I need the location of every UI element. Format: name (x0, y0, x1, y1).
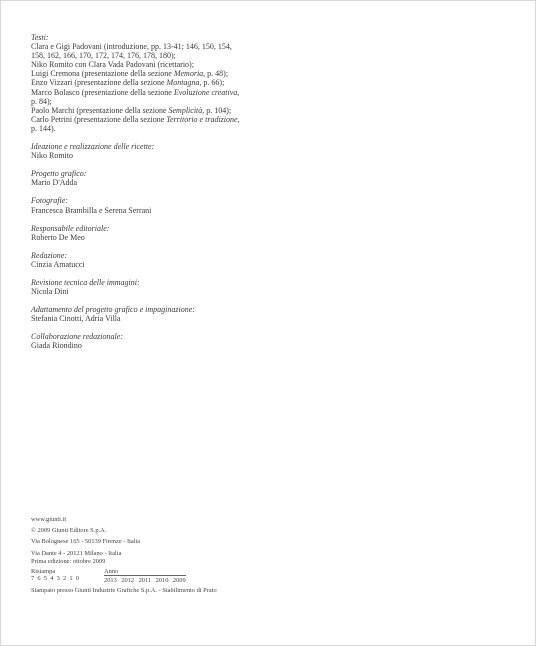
credit-group (31, 305, 281, 323)
website-text: www.giunti.it (31, 516, 67, 523)
reprint-number: 5 (43, 575, 47, 583)
section-name: Evoluzione creativa (173, 87, 238, 97)
credit-line (31, 69, 281, 78)
credit-group (31, 251, 281, 269)
credit-text: Enzo Vizzari (presentazione della sezione (31, 78, 167, 88)
reprint-number: 0 (75, 575, 79, 583)
credit-role: Fotografie: (31, 196, 68, 206)
credit-line: p. 144). (31, 123, 56, 133)
reprint-number: 2 (62, 575, 67, 583)
reprint-number: 1 (69, 575, 73, 583)
credit-line: Stefania Cinotti, Adria Villa (31, 314, 121, 324)
credit-line: Roberto De Meo (31, 232, 85, 242)
credit-line: Giada Riondino (31, 341, 82, 351)
credit-role: Ideazione e realizzazione delle ricette: (31, 142, 155, 152)
reprint-number: 3 (56, 575, 60, 583)
edition-text: Prima edizione: ottobre 2009 (31, 557, 106, 565)
publisher-colophon (31, 516, 331, 595)
reprint-number: 6 (37, 575, 41, 583)
credit-line: Nicola Dini (31, 287, 69, 297)
credit-group (31, 169, 281, 187)
credit-group (31, 33, 281, 133)
printer-text: Stampato presso Giunti Industrie Grafiche S.p.A. - Stabilimento di Prato (31, 587, 217, 595)
credit-text: Marco Bolasco (presentazione della sezione (31, 87, 174, 97)
credit-line: Clara e Gigi Padovani (introduzione, pp. 13-41; 146, 150, 154, (31, 42, 232, 52)
section-name: Memoria (173, 69, 204, 79)
year-label: Anno (104, 568, 119, 576)
credit-line: Niko Romito con Clara Vada Padovani (ricettario); (31, 60, 194, 70)
credit-group (31, 196, 281, 214)
credit-group (31, 332, 281, 350)
address-firenze: Via Bolognese 165 - 50139 Firenze - Italia (31, 538, 141, 546)
credit-role: Collaborazione redazionale: (31, 332, 123, 342)
credit-text: Carlo Petrini (presentazione della sezione (31, 114, 167, 124)
year-number: 2013 (104, 577, 117, 585)
reprint-number: 4 (50, 575, 54, 583)
credit-text: , p. 48); (203, 69, 229, 79)
year-number: 2009 (172, 577, 186, 585)
credit-group (31, 224, 281, 242)
credit-line: 158, 162, 166, 170, 172, 174, 176, 178, 180); (31, 51, 176, 61)
credit-line (31, 115, 281, 124)
reprint-numbers (31, 575, 104, 583)
credit-line: Mario D'Adda (31, 178, 78, 188)
credit-line (31, 106, 281, 115)
copyright-text: © 2009 Giunti Editore S.p.A. (31, 527, 107, 535)
credit-text: Paolo Marchi (presentazione della sezione (31, 105, 169, 115)
credit-line: Niko Romito (31, 151, 74, 161)
credit-role: Testi: (31, 33, 49, 42)
year-number: 2010 (155, 577, 169, 585)
year-number: 2012 (121, 577, 135, 585)
credit-role: Adattamento del progetto grafico e impaginazione: (31, 305, 195, 315)
credit-line (31, 88, 281, 97)
section-name: Semplicità (168, 105, 203, 115)
credit-text: , (237, 87, 240, 97)
credit-line (31, 78, 281, 87)
credit-role: Revisione tecnica delle immagini: (31, 277, 140, 287)
reprint-number: 7 (31, 575, 35, 583)
credit-line: Cinzia Amatucci (31, 259, 85, 269)
credit-group (31, 278, 281, 296)
section-name: Montagna (166, 78, 200, 88)
credit-role: Redazione: (31, 250, 67, 260)
credit-line: p. 84); (31, 96, 52, 106)
credit-text: , p. 104); (202, 105, 232, 115)
credit-role: Progetto grafico: (31, 169, 87, 179)
credit-line: Francesca Brambilla e Serena Serrani (31, 205, 152, 215)
section-name: Territorio e tradizione (166, 114, 238, 124)
credit-text: Luigi Cremona (presentazione della sezione (31, 69, 174, 79)
credit-role: Responsabile editoriale: (31, 223, 110, 233)
credit-text: , (237, 114, 240, 124)
reprint-table (31, 568, 331, 585)
year-numbers (104, 575, 186, 585)
credit-group (31, 142, 281, 160)
reprint-label: Ristampa (31, 568, 56, 576)
credits-list (31, 33, 281, 360)
address-milano: Via Dante 4 - 20121 Milano - Italia (31, 549, 122, 557)
credit-text: , p. 66); (199, 78, 225, 88)
year-number: 2011 (138, 577, 152, 585)
